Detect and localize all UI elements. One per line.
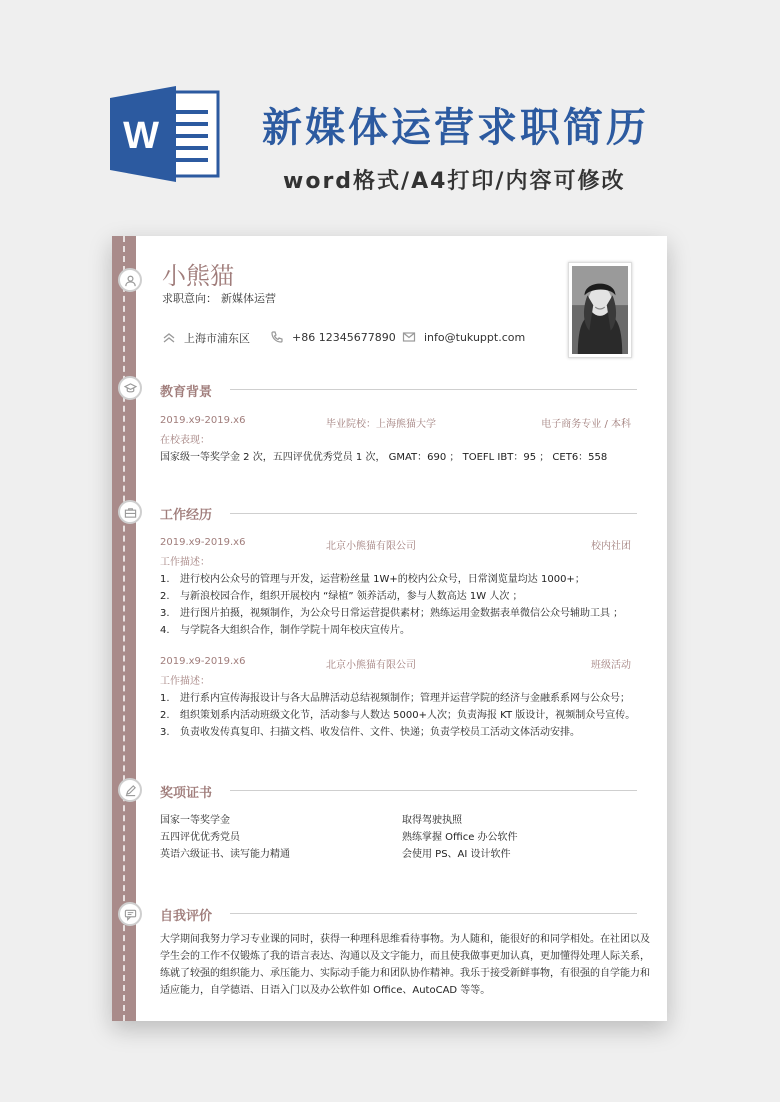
profile-photo	[568, 262, 632, 358]
pen-icon	[118, 778, 142, 802]
list-item	[160, 570, 585, 585]
list-item-number: 2.	[160, 710, 170, 721]
list-item-number: 1.	[160, 693, 170, 704]
list-item-text: 进行校内公众号的管理与开发，运营粉丝量 1W+的校内公众号，日常浏览量均达 1000+；	[180, 574, 585, 585]
job-intent	[162, 290, 276, 306]
list-item-text: 与新浪校园合作，组织开展校内 “绿植” 领养活动，参与人数高达 1W 人次 ；	[180, 591, 523, 602]
list-item	[160, 723, 580, 738]
education-perf-text: 国家级一等奖学金 2 次，五四评优优秀党员 1 次， GMAT：690 ； TOEFL IBT：95 ； CET6：558	[160, 452, 608, 463]
list-item	[160, 706, 635, 721]
chat-icon	[118, 902, 142, 926]
contact-location-text: 上海市浦东区	[184, 332, 250, 345]
list-item-number: 3.	[160, 727, 170, 738]
list-item	[160, 604, 623, 619]
work-divider	[230, 513, 637, 514]
self-eval-title: 自我评价	[160, 909, 213, 924]
list-item-number: 3.	[160, 608, 170, 619]
self-eval-text: 大学期间我努力学习专业课的同时，获得一种理科思维看待事物。为人随和，能很好的和同学相处。在社团以及学生会的工作不仅锻炼了我的语言表达、沟通以及文字能力，而且使我做事更加认真，更加懂得处理人际关系，练就了较强的组织能力、承压能力、实际动手能力和团队协作精神。我乐于接受新鲜事物，有很强的自学能力和适应能力，自学德语、日语入门以及办公软件如 Office、AutoCAD 等等。	[160, 934, 650, 996]
document-subtitle: word格式/A4打印/内容可修改	[283, 169, 626, 194]
contact-phone	[270, 330, 396, 344]
list-item-number: 4.	[160, 625, 170, 636]
job-company: 北京小熊猫有限公司	[326, 660, 416, 671]
list-item-text: 组织策划系内活动班级文化节，活动参与人数达 5000+人次；负责海报 KT 版设计，视频制众号宣传。	[180, 710, 636, 721]
education-title: 教育背景	[160, 385, 213, 400]
candidate-name: 小熊猫	[162, 262, 234, 290]
skill-item: 熟练掌握 Office 办公软件	[402, 832, 518, 843]
education-major: 电子商务专业 / 本科	[541, 419, 631, 430]
list-item	[160, 621, 410, 636]
job-desc-label: 工作描述：	[160, 557, 210, 568]
award-item: 国家一等奖学金	[160, 815, 230, 826]
list-item-text: 与学院各大组织合作，制作学院十周年校庆宣传片。	[180, 625, 410, 636]
award-item: 五四评优优秀党员	[160, 832, 240, 843]
job-desc-label: 工作描述：	[160, 676, 210, 687]
contact-location	[162, 330, 250, 346]
education-section-icon	[118, 376, 142, 400]
list-item-text: 进行系内宣传海报设计与各大品牌活动总结视频制作；管理并运营学院的经济与金融系系网与公众号；	[180, 693, 630, 704]
job-period: 2019.x9-2019.x6	[160, 656, 246, 667]
job-period: 2019.x9-2019.x6	[160, 537, 246, 548]
location-icon	[162, 331, 176, 345]
award-item: 英语六级证书、读写能力精通	[160, 849, 290, 860]
awards-title: 奖项证书	[160, 786, 213, 801]
list-item	[160, 587, 523, 602]
job-intent-label: 求职意向：	[162, 292, 217, 305]
mail-icon	[402, 330, 416, 344]
education-perf-label: 在校表现：	[160, 435, 210, 446]
work-title: 工作经历	[160, 508, 213, 523]
briefcase-icon	[118, 500, 142, 524]
job-intent-value: 新媒体运营	[221, 292, 276, 305]
awards-divider	[230, 790, 637, 791]
phone-icon	[270, 330, 284, 344]
document-title: 新媒体运营求职简历	[262, 105, 649, 151]
list-item-text: 进行图片拍摄，视频制作，为公众号日常运营提供素材；熟练运用金数据表单微信公众号辅助工具 ；	[180, 608, 624, 619]
education-school: 毕业院校：上海熊猫大学	[326, 419, 436, 430]
contact-email	[402, 330, 525, 344]
contact-email-text: info@tukuppt.com	[424, 330, 526, 344]
skill-item: 取得驾驶执照	[402, 815, 462, 826]
education-divider	[230, 389, 637, 390]
list-item-number: 1.	[160, 574, 170, 585]
skill-item: 会使用 PS、AI 设计软件	[402, 849, 511, 860]
list-item-text: 负责收发传真复印、扫描文档、收发信件、文件、快递；负责学校员工活动文体活动安排。	[180, 727, 580, 738]
self-eval-divider	[230, 913, 637, 914]
job-company: 北京小熊猫有限公司	[326, 541, 416, 552]
word-logo-letter: W	[123, 115, 159, 157]
person-icon	[118, 268, 142, 292]
education-period: 2019.x9-2019.x6	[160, 415, 246, 426]
job-dept: 班级活动	[591, 660, 631, 671]
resume-paper	[112, 236, 667, 1021]
job-dept: 校内社团	[591, 541, 631, 552]
list-item	[160, 689, 630, 704]
list-item-number: 2.	[160, 591, 170, 602]
word-logo-icon	[110, 84, 220, 184]
contact-phone-text: +86 12345677890	[292, 330, 396, 344]
